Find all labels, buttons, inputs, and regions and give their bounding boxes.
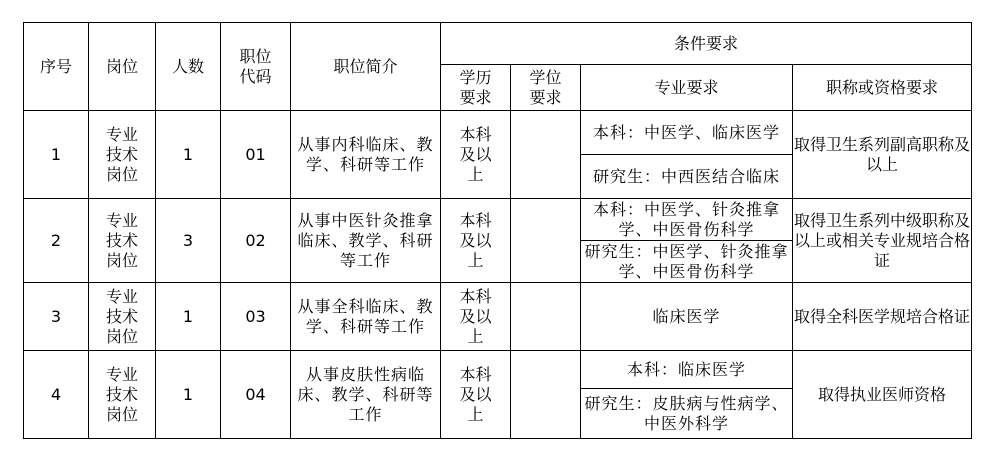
header-count: 人数: [156, 23, 221, 111]
cell-title: 取得执业医师资格: [793, 351, 972, 439]
cell-major-graduate: 研究生：皮肤病与性病学、中医外科学: [581, 389, 793, 439]
recruitment-table: [23, 22, 972, 439]
header-intro: 职位简介: [291, 23, 441, 111]
cell-post: 专业技术岗位: [89, 199, 156, 283]
cell-major-undergrad: 本科：中医学、针灸推拿学、中医骨伤科学: [581, 199, 793, 241]
cell-seq: 1: [24, 111, 89, 199]
header-title: 职称或资格要求: [793, 65, 972, 111]
cell-major-undergrad: 本科：临床医学: [581, 351, 793, 389]
cell-education: 本科及以上: [441, 283, 511, 351]
header-conditions: 条件要求: [441, 23, 972, 65]
header-code: 职位代码: [221, 23, 291, 111]
header-education: 学历要求: [441, 65, 511, 111]
cell-major: 临床医学: [581, 283, 793, 351]
table-row: [24, 199, 972, 241]
cell-seq: 3: [24, 283, 89, 351]
cell-title: 取得全科医学规培合格证: [793, 283, 972, 351]
cell-code: 03: [221, 283, 291, 351]
cell-intro: 从事全科临床、教学、科研等工作: [291, 283, 441, 351]
cell-degree: [511, 111, 581, 199]
table-row: [24, 351, 972, 389]
cell-count: 1: [156, 111, 221, 199]
cell-major-graduate: 研究生：中医学、针灸推拿学、中医骨伤科学: [581, 241, 793, 283]
cell-intro: 从事中医针灸推拿临床、教学、科研等工作: [291, 199, 441, 283]
header-major: 专业要求: [581, 65, 793, 111]
cell-intro: 从事内科临床、教学、科研等工作: [291, 111, 441, 199]
cell-seq: 4: [24, 351, 89, 439]
cell-code: 02: [221, 199, 291, 283]
cell-post: 专业技术岗位: [89, 283, 156, 351]
cell-degree: [511, 351, 581, 439]
cell-title: 取得卫生系列中级职称及以上或相关专业规培合格证: [793, 199, 972, 283]
cell-title: 取得卫生系列副高职称及以上: [793, 111, 972, 199]
header-seq: 序号: [24, 23, 89, 111]
cell-education: 本科及以上: [441, 351, 511, 439]
cell-count: 1: [156, 351, 221, 439]
cell-intro: 从事皮肤性病临床、教学、科研等工作: [291, 351, 441, 439]
cell-seq: 2: [24, 199, 89, 283]
cell-count: 3: [156, 199, 221, 283]
table-row: [24, 111, 972, 155]
cell-education: 本科及以上: [441, 199, 511, 283]
cell-code: 04: [221, 351, 291, 439]
cell-count: 1: [156, 283, 221, 351]
cell-education: 本科及以上: [441, 111, 511, 199]
cell-degree: [511, 199, 581, 283]
cell-degree: [511, 283, 581, 351]
header-degree: 学位要求: [511, 65, 581, 111]
table-row: [24, 283, 972, 351]
cell-major-graduate: 研究生：中西医结合临床: [581, 155, 793, 199]
cell-post: 专业技术岗位: [89, 111, 156, 199]
header-post: 岗位: [89, 23, 156, 111]
cell-major-undergrad: 本科：中医学、临床医学: [581, 111, 793, 155]
cell-post: 专业技术岗位: [89, 351, 156, 439]
cell-code: 01: [221, 111, 291, 199]
